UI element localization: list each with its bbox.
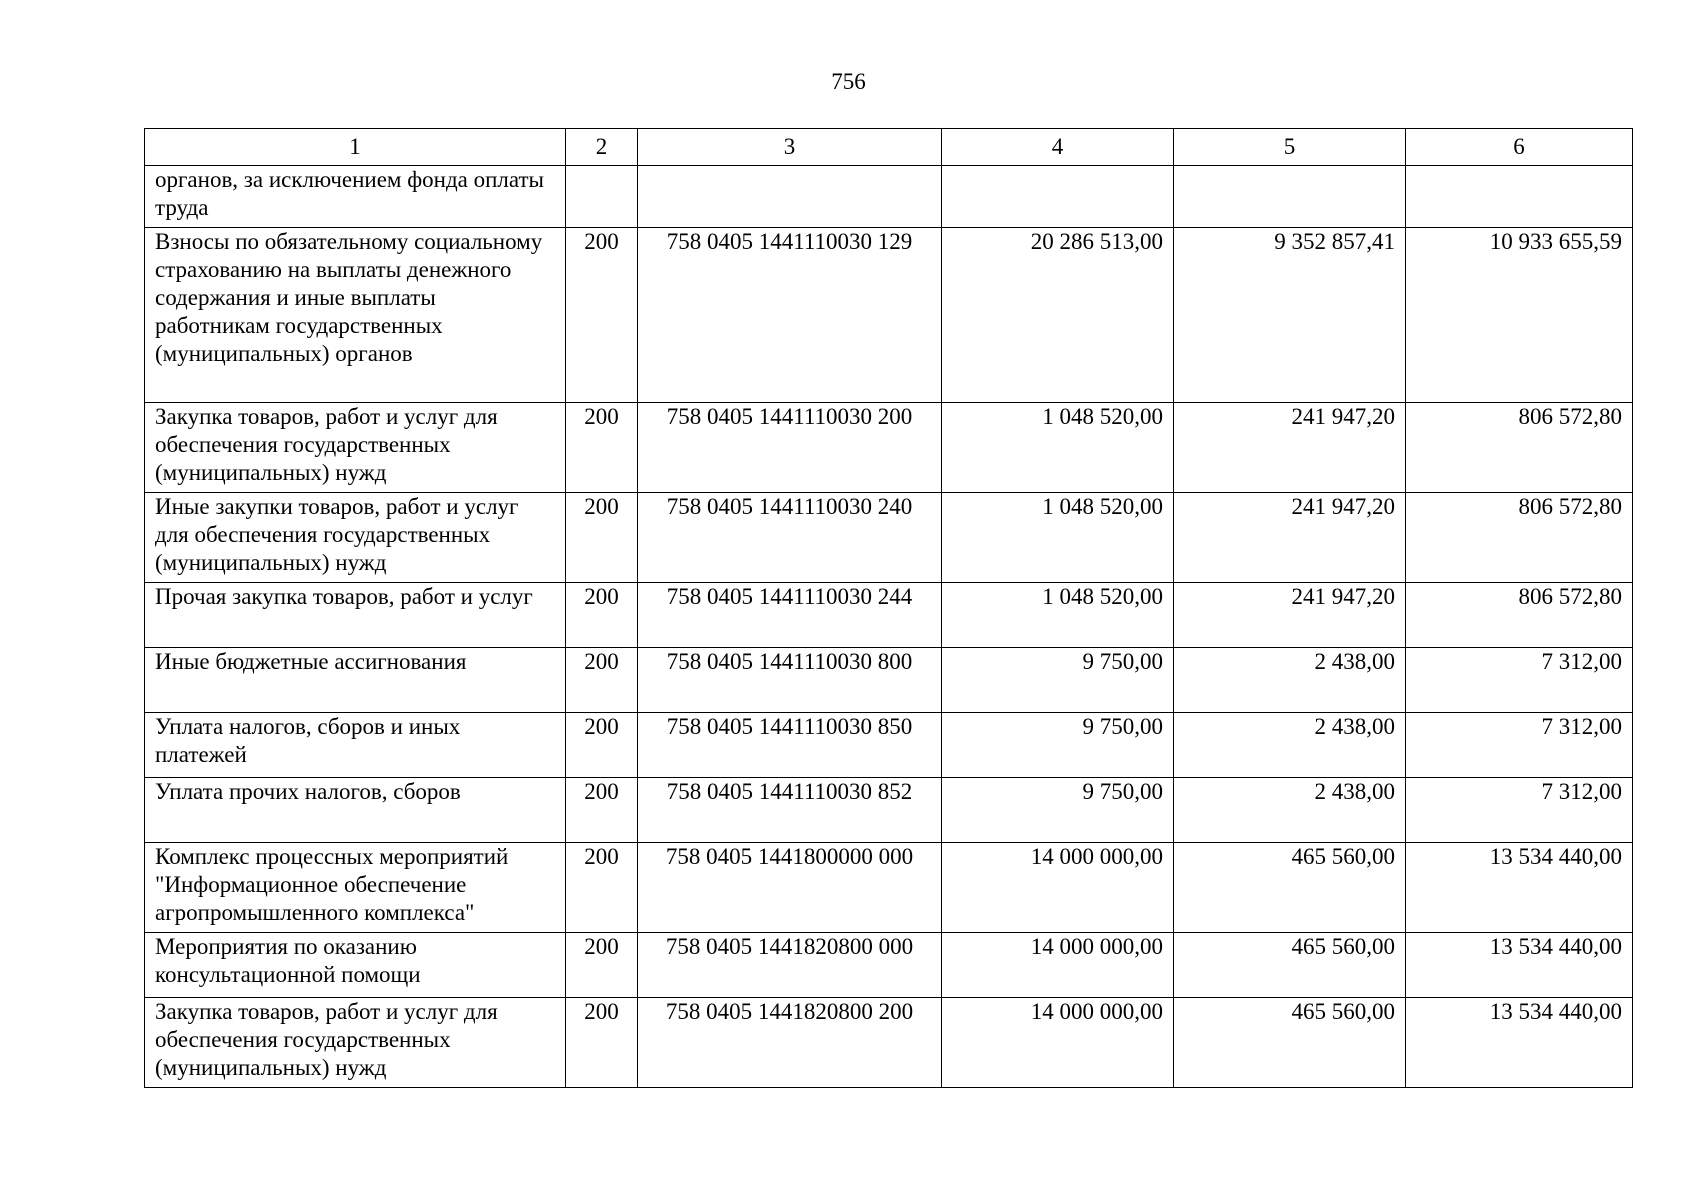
row-name-cell: Иные закупки товаров, работ и услуг для обеспечения государственных (муниципальных) нужд — [145, 493, 566, 583]
column-header-4: 4 — [942, 129, 1174, 166]
row-name-cell: Взносы по обязательному социальному страхованию на выплаты денежного содержания и иные выплаты работникам государственных (муниципальных) органов — [145, 228, 566, 403]
table-row — [145, 843, 1633, 933]
row-v6-cell: 7 312,00 — [1406, 778, 1633, 843]
row-c2-cell — [566, 166, 638, 228]
row-code-cell: 758 0405 1441110030 129 — [638, 228, 942, 403]
row-code-cell: 758 0405 1441110030 800 — [638, 648, 942, 713]
table-row — [145, 228, 1633, 403]
table-row — [145, 933, 1633, 998]
row-c2-cell: 200 — [566, 843, 638, 933]
column-header-3: 3 — [638, 129, 942, 166]
column-header-5: 5 — [1174, 129, 1406, 166]
row-c2-cell: 200 — [566, 583, 638, 648]
row-v4-cell: 1 048 520,00 — [942, 583, 1174, 648]
table-row — [145, 713, 1633, 778]
row-v5-cell: 241 947,20 — [1174, 403, 1406, 493]
row-v6-cell: 13 534 440,00 — [1406, 843, 1633, 933]
row-v6-cell: 13 534 440,00 — [1406, 933, 1633, 998]
row-c2-cell: 200 — [566, 933, 638, 998]
row-v4-cell — [942, 166, 1174, 228]
row-c2-cell: 200 — [566, 493, 638, 583]
row-name-cell: Уплата налогов, сборов и иных платежей — [145, 713, 566, 778]
row-v5-cell: 2 438,00 — [1174, 778, 1406, 843]
row-v6-cell: 806 572,80 — [1406, 403, 1633, 493]
table-row — [145, 648, 1633, 713]
row-v4-cell: 14 000 000,00 — [942, 843, 1174, 933]
row-v5-cell — [1174, 166, 1406, 228]
row-v5-cell: 9 352 857,41 — [1174, 228, 1406, 403]
row-name-cell: Прочая закупка товаров, работ и услуг — [145, 583, 566, 648]
row-c2-cell: 200 — [566, 228, 638, 403]
row-v5-cell: 465 560,00 — [1174, 933, 1406, 998]
row-v6-cell — [1406, 166, 1633, 228]
row-v4-cell: 9 750,00 — [942, 713, 1174, 778]
table-header-row — [145, 129, 1633, 166]
row-name-cell: Иные бюджетные ассигнования — [145, 648, 566, 713]
row-code-cell: 758 0405 1441110030 200 — [638, 403, 942, 493]
column-header-2: 2 — [566, 129, 638, 166]
table-row — [145, 403, 1633, 493]
row-code-cell: 758 0405 1441110030 244 — [638, 583, 942, 648]
row-v6-cell: 806 572,80 — [1406, 583, 1633, 648]
row-code-cell: 758 0405 1441820800 200 — [638, 998, 942, 1088]
row-v5-cell: 465 560,00 — [1174, 998, 1406, 1088]
row-c2-cell: 200 — [566, 648, 638, 713]
row-v4-cell: 14 000 000,00 — [942, 933, 1174, 998]
row-code-cell — [638, 166, 942, 228]
row-c2-cell: 200 — [566, 998, 638, 1088]
row-name-cell: Закупка товаров, работ и услуг для обеспечения государственных (муниципальных) нужд — [145, 403, 566, 493]
row-v6-cell: 7 312,00 — [1406, 713, 1633, 778]
row-c2-cell: 200 — [566, 713, 638, 778]
table-row — [145, 778, 1633, 843]
column-header-1: 1 — [145, 129, 566, 166]
row-v6-cell: 10 933 655,59 — [1406, 228, 1633, 403]
page-number: 756 — [831, 69, 866, 94]
table-row — [145, 998, 1633, 1088]
row-code-cell: 758 0405 1441110030 850 — [638, 713, 942, 778]
row-v6-cell: 806 572,80 — [1406, 493, 1633, 583]
table-row — [145, 493, 1633, 583]
row-v4-cell: 9 750,00 — [942, 778, 1174, 843]
row-code-cell: 758 0405 1441110030 240 — [638, 493, 942, 583]
row-name-cell: органов, за исключением фонда оплаты труда — [145, 166, 566, 228]
row-v5-cell: 465 560,00 — [1174, 843, 1406, 933]
row-c2-cell: 200 — [566, 778, 638, 843]
column-header-6: 6 — [1406, 129, 1633, 166]
row-c2-cell: 200 — [566, 403, 638, 493]
row-v6-cell: 13 534 440,00 — [1406, 998, 1633, 1088]
row-code-cell: 758 0405 1441820800 000 — [638, 933, 942, 998]
table-row — [145, 166, 1633, 228]
row-v4-cell: 9 750,00 — [942, 648, 1174, 713]
row-v5-cell: 241 947,20 — [1174, 583, 1406, 648]
row-v5-cell: 2 438,00 — [1174, 713, 1406, 778]
budget-table — [144, 128, 1633, 1088]
row-name-cell: Комплекс процессных мероприятий "Информационное обеспечение агропромышленного комплекса" — [145, 843, 566, 933]
row-v4-cell: 1 048 520,00 — [942, 493, 1174, 583]
row-v4-cell: 1 048 520,00 — [942, 403, 1174, 493]
row-code-cell: 758 0405 1441800000 000 — [638, 843, 942, 933]
row-v6-cell: 7 312,00 — [1406, 648, 1633, 713]
row-v4-cell: 20 286 513,00 — [942, 228, 1174, 403]
row-v5-cell: 2 438,00 — [1174, 648, 1406, 713]
row-name-cell: Мероприятия по оказанию консультационной помощи — [145, 933, 566, 998]
row-v5-cell: 241 947,20 — [1174, 493, 1406, 583]
row-name-cell: Уплата прочих налогов, сборов — [145, 778, 566, 843]
row-code-cell: 758 0405 1441110030 852 — [638, 778, 942, 843]
row-name-cell: Закупка товаров, работ и услуг для обеспечения государственных (муниципальных) нужд — [145, 998, 566, 1088]
row-v4-cell: 14 000 000,00 — [942, 998, 1174, 1088]
table-row — [145, 583, 1633, 648]
